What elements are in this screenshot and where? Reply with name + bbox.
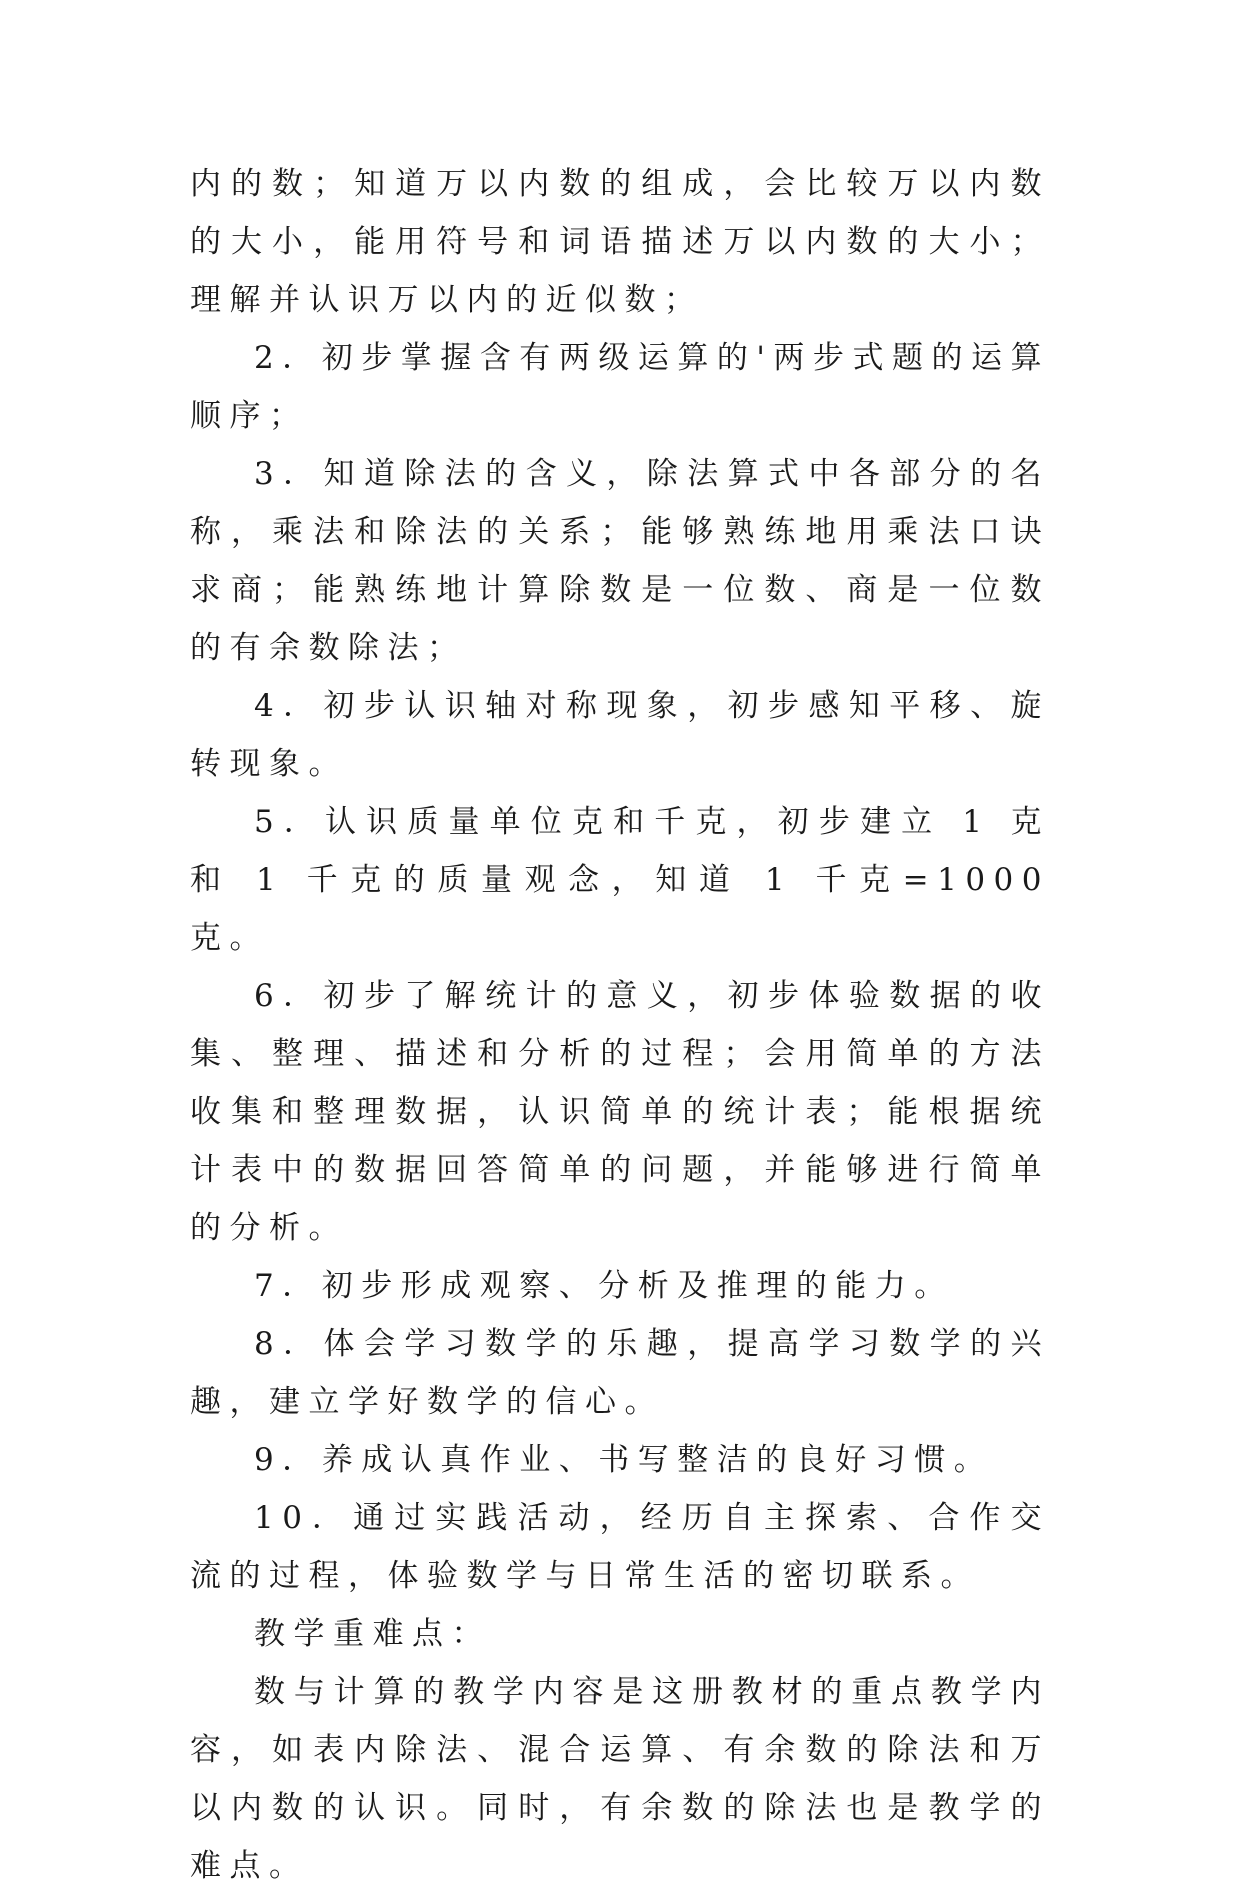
paragraph-continuation: 内的数；知道万以内数的组成，会比较万以内数的大小，能用符号和词语描述万以内数的大小；理解并认识万以内的近似数； xyxy=(190,166,1050,318)
document-body xyxy=(190,155,1050,1895)
paragraph-item-9: 9．养成认真作业、书写整洁的良好习惯。 xyxy=(254,1442,994,1478)
paragraph-item-10: 10．通过实践活动，经历自主探索、合作交流的过程，体验数学与日常生活的密切联系。 xyxy=(190,1500,1050,1594)
section-heading-key-points: 教学重难点： xyxy=(254,1616,491,1652)
paragraph-item-7: 7．初步形成观察、分析及推理的能力。 xyxy=(254,1268,954,1304)
paragraph-key-points: 数与计算的教学内容是这册教材的重点教学内容，如表内除法、混合运算、有余数的除法和万以内数的认识。同时，有余数的除法也是教学的难点。 xyxy=(190,1674,1050,1884)
paragraph-item-6: 6．初步了解统计的意义，初步体验数据的收集、整理、描述和分析的过程；会用简单的方法收集和整理数据，认识简单的统计表；能根据统计表中的数据回答简单的问题，并能够进行简单的分析。 xyxy=(190,978,1050,1246)
paragraph-item-3: 3．知道除法的含义，除法算式中各部分的名称，乘法和除法的关系；能够熟练地用乘法口诀求商；能熟练地计算除数是一位数、商是一位数的有余数除法； xyxy=(190,456,1050,666)
paragraph-item-2: 2．初步掌握含有两级运算的'两步式题的运算顺序； xyxy=(190,340,1050,434)
paragraph-item-4: 4．初步认识轴对称现象，初步感知平移、旋转现象。 xyxy=(190,688,1050,782)
paragraph-item-5: 5．认识质量单位克和千克，初步建立 1 克和 1 千克的质量观念，知道 1 千克=1000 克。 xyxy=(190,804,1050,956)
paragraph-item-8: 8．体会学习数学的乐趣，提高学习数学的兴趣，建立学好数学的信心。 xyxy=(190,1326,1050,1420)
